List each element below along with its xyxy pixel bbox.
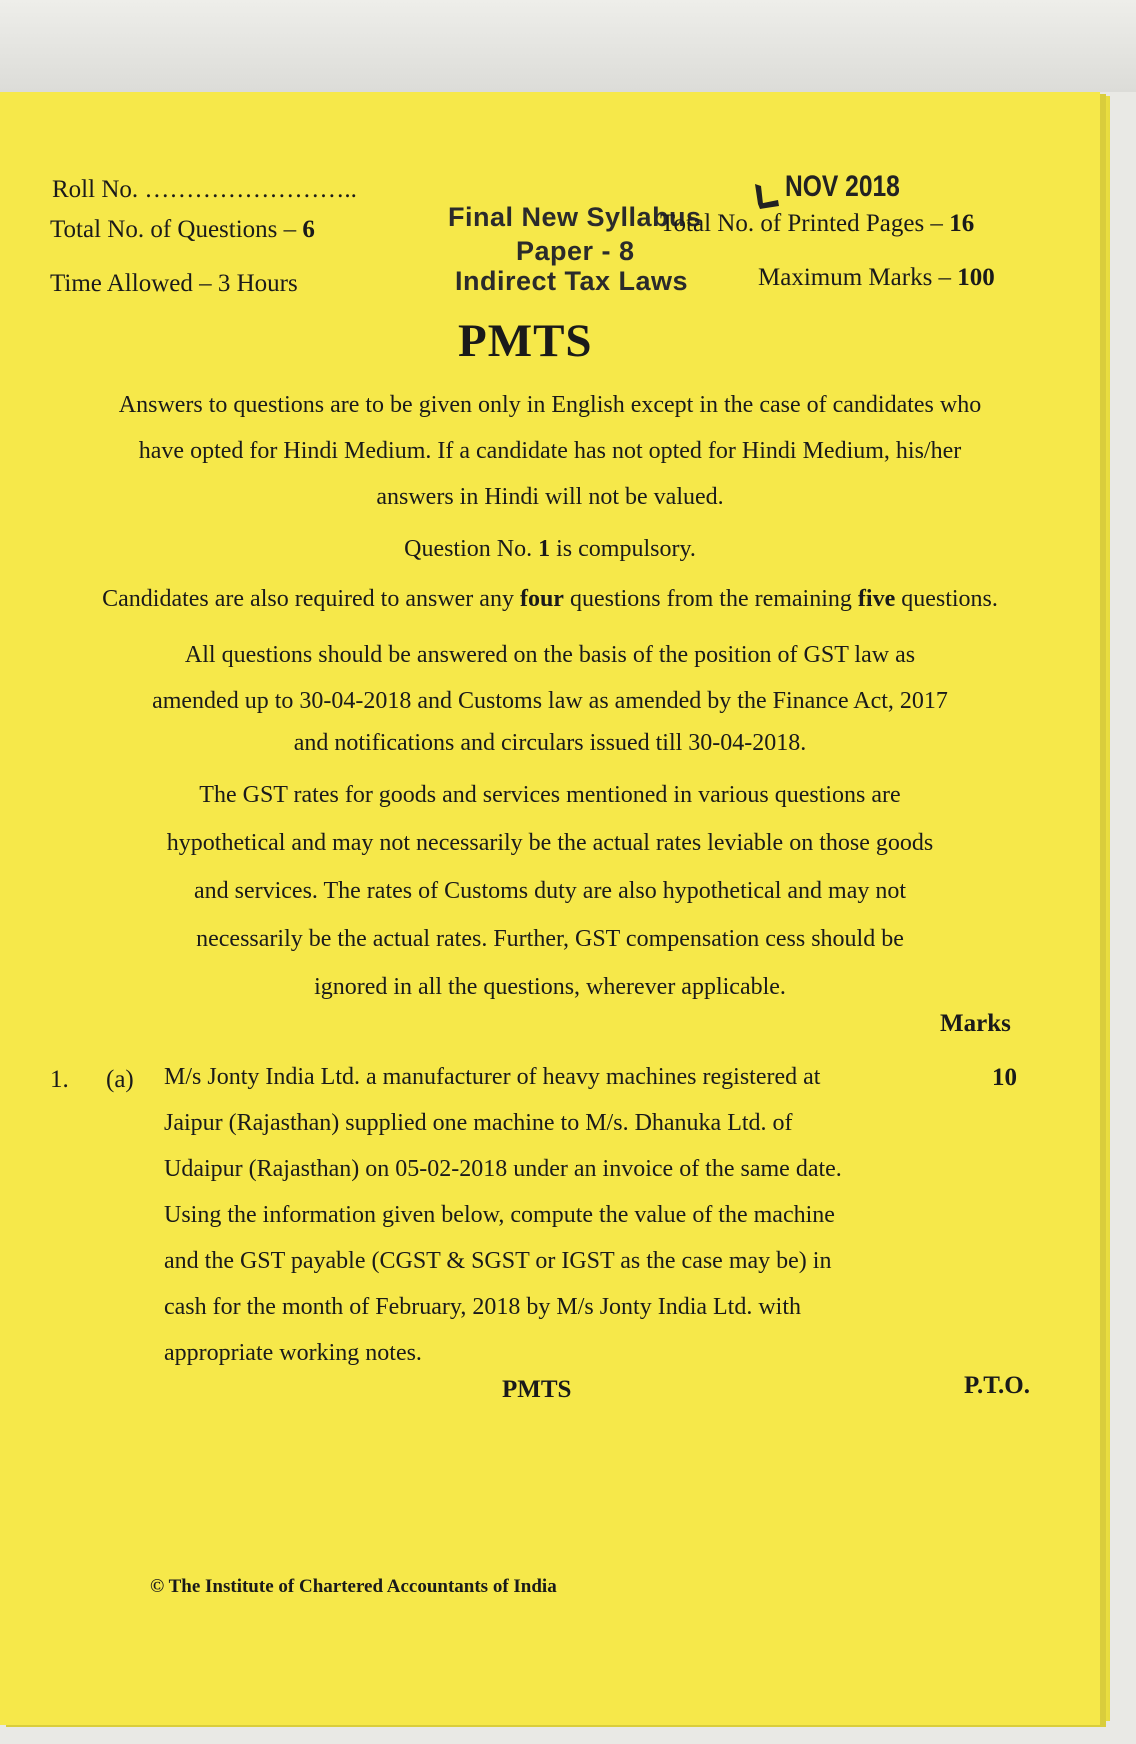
check-mark-icon [752,182,782,210]
instruction-line: ignored in all the questions, wherever applicable. [314,974,786,1000]
printed-pages-value: 16 [949,210,975,237]
instruction-line: hypothetical and may not necessarily be the actual rates leviable on those goods [166,830,934,856]
maximum-marks-value: 100 [957,264,995,291]
compulsory-note [40,536,1060,563]
instruction-line: The GST rates for goods and services mentioned in various questions are [199,782,901,808]
roll-no: Roll No. …………………….. [52,176,357,203]
total-questions-label: Total No. of Questions – [50,216,303,243]
stamp-subject: Indirect Tax Laws [455,266,689,296]
question-line: Using the information given below, compute the value of the machine [164,1202,835,1228]
question-line: Udaipur (Rajasthan) on 05-02-2018 under an invoice of the same date. [164,1156,842,1182]
time-allowed-label: Time Allowed – [50,270,218,297]
answer-req-mid: questions from the remaining [563,586,858,612]
marks-header: Marks [940,1010,1011,1037]
footer-pto: P.T.O. [964,1372,1030,1399]
date-stamp: NOV 2018 [785,170,900,203]
question-line: and the GST payable (CGST & SGST or IGST as the case may be) in [164,1248,832,1274]
question-line: M/s Jonty India Ltd. a manufacturer of heavy machines registered at [164,1064,821,1090]
printed-pages-label: Total No. of Printed Pages – [660,210,950,237]
question-part: (a) [106,1066,134,1093]
total-questions-value: 6 [302,216,315,243]
instruction-line: and services. The rates of Customs duty are also hypothetical and may not [193,878,907,904]
maximum-marks [758,264,995,292]
compulsory-post: is compulsory. [550,536,696,562]
answer-req-five: five [857,586,896,612]
stamp-syllabus: Final New Syllabus [448,202,702,232]
copyright-notice: © The Institute of Chartered Accountants of India [150,1576,557,1597]
answer-requirement [40,586,1060,613]
footer-code: PMTS [502,1376,572,1403]
question-line: appropriate working notes. [164,1340,422,1366]
scan-background [0,0,1136,92]
instruction-line: necessarily be the actual rates. Further, GST compensation cess should be [196,926,904,952]
total-questions [50,216,315,244]
answer-req-post: questions. [895,586,998,612]
time-allowed [50,270,298,298]
stamp-paper: Paper - 8 [516,236,635,266]
instruction-line: amended up to 30-04-2018 and Customs law as amended by the Finance Act, 2017 [152,688,948,714]
answer-req-pre: Candidates are also required to answer any [102,586,520,612]
instruction-line: All questions should be answered on the basis of the position of GST law as [184,642,916,668]
question-marks: 10 [992,1064,1017,1091]
instruction-line: Answers to questions are to be given only in English except in the case of candidates who [118,392,982,418]
exam-paper-page [0,92,1100,1725]
question-line: Jaipur (Rajasthan) supplied one machine to M/s. Dhanuka Ltd. of [164,1110,793,1136]
compulsory-pre: Question No. [404,536,539,562]
maximum-marks-label: Maximum Marks – [758,264,958,291]
instruction-line: answers in Hindi will not be valued. [376,484,724,510]
time-allowed-value: 3 Hours [217,270,298,297]
question-line: cash for the month of February, 2018 by M/s Jonty India Ltd. with [164,1294,802,1320]
answer-req-four: four [519,586,564,612]
compulsory-number: 1 [538,536,551,562]
instruction-line: and notifications and circulars issued till 30-04-2018. [293,730,807,756]
printed-pages [660,210,974,238]
page-title: PMTS [458,315,593,367]
instruction-line: have opted for Hindi Medium. If a candidate has not opted for Hindi Medium, his/her [138,438,962,464]
question-number: 1. [50,1066,69,1093]
paper-edge [1100,96,1110,1721]
